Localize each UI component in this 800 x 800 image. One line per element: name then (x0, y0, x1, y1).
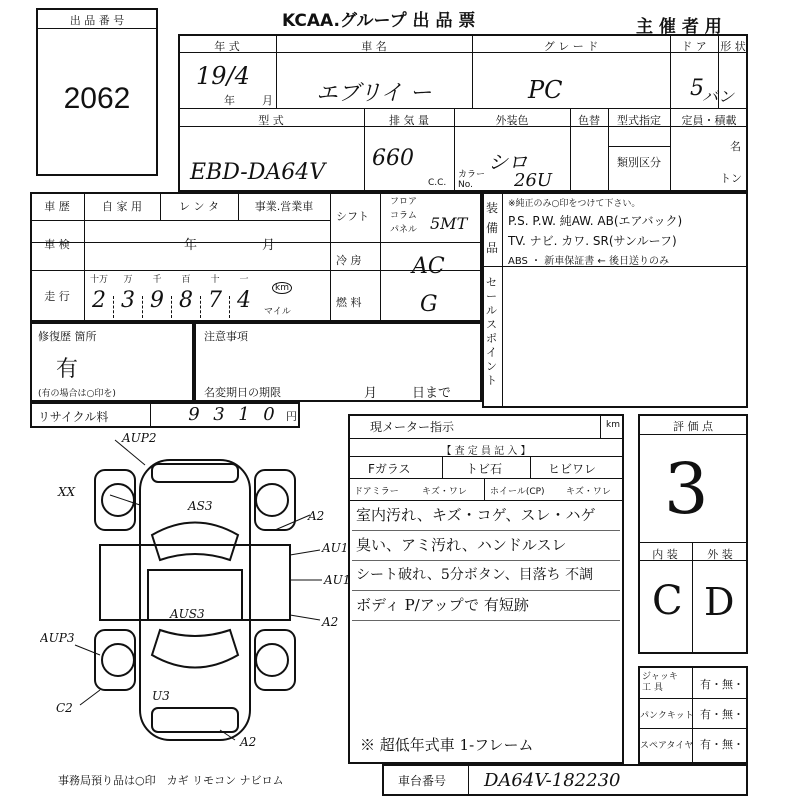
header-grade: グ レ ー ド (543, 40, 599, 53)
shift-option-floor: フロア (390, 197, 418, 207)
class-label: 類別区分 (617, 156, 661, 169)
lot-number-label: 出 品 番 号 (69, 14, 125, 27)
capacity-unit-person: 名 (730, 140, 741, 153)
mark-a2-upper: A2 (308, 509, 325, 523)
mileage-digit: 9 (150, 288, 164, 313)
recycle-digit: 9 (188, 404, 200, 425)
remark-1: 室内汚れ、キズ・コゲ、スレ・ハゲ (356, 506, 596, 524)
remark-4: ボディ P/アップで 有短跡 (356, 596, 529, 614)
equipment-line-3: ABS ・ 新車保証書 ← 後日送りのみ (508, 256, 669, 267)
door-mirror-label: ドアミラー (354, 487, 399, 497)
chassis-label: 車台番号 (398, 774, 447, 788)
car-name-value: エブリイ ー (316, 81, 432, 106)
equipment-line-1: P.S. P.W. 純AW. AB(エアバック) (508, 214, 683, 228)
equipment-line-2: TV. ナビ. カワ. SR(サンルーフ) (508, 234, 677, 248)
mark-aup3: AUP3 (40, 631, 75, 645)
inspector-label: 【 査 定 員 記 入 】 (441, 446, 531, 457)
recycle-label: リサイクル料 (38, 410, 109, 424)
form-title: KCAA.グループ 出 品 票 (282, 11, 476, 31)
mileage-digit-label: 十万 (89, 275, 108, 285)
recycle-digit: 1 (238, 404, 250, 425)
history-label: 車 歴 (44, 200, 70, 213)
digit-separator (113, 296, 114, 318)
inspection-month-unit: 月 (262, 238, 276, 253)
mileage-digit: 2 (92, 288, 106, 313)
doors-value: 5 (690, 76, 704, 101)
cc-unit: C.C. (428, 178, 447, 188)
mileage-digit-label: 百 (181, 275, 191, 285)
mark-aus3: AUS3 (170, 607, 205, 621)
inspection-year-unit: 年 (184, 238, 198, 253)
mile-label: マイル (264, 307, 291, 317)
mileage-digit: 7 (208, 288, 222, 313)
color-no-label: カラー No. (458, 170, 486, 190)
header-year: 年 式 (214, 40, 240, 53)
interior-value: C (652, 578, 683, 624)
shift-option-column: コラム (390, 211, 417, 221)
wheel-label: ホイール(CP) (490, 487, 545, 497)
mirror-kizu-label: キズ・ワレ (422, 487, 467, 497)
shape-value: バン (702, 87, 735, 106)
repair-value: 有 (56, 357, 79, 382)
meter-unit: km (606, 420, 620, 430)
jack-value: 有・無・ (700, 678, 744, 691)
f-glass-label: Fガラス (368, 462, 411, 476)
mark-a2-rear: A2 (240, 735, 257, 749)
mileage-digit: 3 (121, 288, 135, 313)
year-unit: 年 (224, 94, 235, 107)
meter-label: 現メーター指示 (370, 420, 455, 434)
digit-separator (200, 296, 201, 318)
mark-au1-lower: AU1 (324, 573, 351, 587)
type-spec-label: 型式指定 (617, 114, 661, 127)
sales-point-label: セールスポイント (486, 276, 497, 387)
inspection-label: 車 検 (44, 238, 70, 251)
digit-separator (142, 296, 143, 318)
shift-value: 5MT (430, 214, 468, 233)
spare-value: 有・無・ (700, 738, 744, 751)
repair-note: (有の場合は○印を) (38, 389, 116, 399)
exterior-value: D (704, 580, 735, 624)
chassis-value: DA64V-182230 (484, 770, 621, 791)
recycle-digit: 3 (213, 404, 225, 425)
color-no-value: 26U (514, 170, 553, 191)
mileage-digit-label: 一 (239, 275, 249, 285)
repair-label: 修復歴 箇所 (38, 330, 97, 343)
color-value: シロ (488, 150, 528, 174)
equipment-note: ※純正のみ○印をつけて下さい。 (508, 199, 641, 209)
remark-3: シート破れ、5分ボタン、目落ち 不調 (356, 567, 594, 583)
fuel-label: 燃 料 (336, 296, 362, 309)
tobi-ishi-label: トビ石 (466, 462, 503, 476)
mark-xx: XX (58, 485, 76, 499)
car-diagram (40, 430, 360, 770)
equipment-label: 装 備 品 (486, 201, 499, 255)
model-label: 型 式 (258, 114, 284, 127)
lot-number-box (36, 8, 158, 176)
mileage-digit-label: 十 (210, 275, 220, 285)
business-label: 事業.営業車 (254, 200, 314, 213)
spare-label: スペアタイヤ (640, 741, 694, 751)
displacement-value: 660 (372, 146, 414, 171)
puncture-label: パンクキット (640, 711, 694, 721)
exterior-label: 外 装 (707, 548, 733, 561)
name-change-day: 日まで (412, 386, 452, 401)
wheel-kizu-label: キズ・ワレ (566, 487, 611, 497)
mark-a2-mid: A2 (322, 615, 339, 629)
header-doors: ド ア (681, 40, 707, 53)
hibi-ware-label: ヒビワレ (548, 462, 597, 476)
recycle-digit: 0 (263, 404, 275, 425)
fuel-value: G (420, 292, 438, 317)
mileage-label: 走 行 (44, 290, 70, 303)
shift-label: シフト (336, 210, 369, 223)
digit-separator (229, 296, 230, 318)
remarks-footer: ※ 超低年式車 1-フレーム (360, 736, 534, 754)
shift-option-panel: パネル (390, 225, 418, 235)
mark-au1-upper: AU1 (322, 541, 349, 555)
puncture-value: 有・無・ (700, 708, 744, 721)
recycle-box (30, 402, 300, 428)
jack-label: ジャッキ 工 具 (642, 672, 678, 693)
name-change-label: 名変期日の期限 (204, 386, 281, 399)
digit-separator (171, 296, 172, 318)
repair-box (30, 322, 194, 402)
capacity-unit-ton: トン (720, 172, 742, 185)
header-car-name: 車 名 (361, 40, 387, 53)
notice-box (194, 322, 482, 402)
chassis-box (382, 764, 748, 796)
mark-aup2: AUP2 (122, 431, 157, 445)
office-items-label: 事務局預り品は○印 カギ リモコン ナビロム (58, 774, 284, 787)
recycle-unit: 円 (286, 410, 297, 423)
capacity-label: 定員・積載 (681, 114, 737, 127)
notice-label: 注意事項 (204, 330, 248, 343)
color-change-label: 色替 (578, 114, 600, 127)
mileage-digit-label: 千 (152, 275, 162, 285)
mark-u3: U3 (152, 689, 170, 703)
displacement-label: 排 気 量 (389, 114, 429, 127)
mileage-digit: 4 (237, 288, 251, 313)
private-use-label: 自 家 用 (102, 200, 142, 213)
year-value: 19/4 (196, 62, 250, 90)
model-value: EBD-DA64V (190, 160, 326, 185)
mileage-digit: 8 (179, 288, 193, 313)
month-unit: 月 (262, 94, 273, 107)
color-label: 外装色 (495, 114, 529, 127)
grade-score: 3 (664, 448, 709, 530)
grade-value: PC (528, 76, 563, 104)
sponsor-label: 主 催 者 用 (636, 17, 722, 37)
mileage-digit-label: 万 (123, 275, 133, 285)
name-change-month: 月 (364, 386, 378, 401)
interior-label: 内 装 (652, 548, 678, 561)
rental-label: レ ン タ (179, 200, 219, 213)
header-shape: 形 状 (720, 40, 746, 53)
grade-label: 評 価 点 (673, 420, 713, 433)
remark-2: 臭い、アミ汚れ、ハンドルスレ (356, 536, 567, 554)
ac-value: AC (412, 254, 445, 279)
lot-number: 2062 (63, 82, 131, 115)
ac-label: 冷 房 (336, 254, 362, 267)
mark-c2: C2 (56, 701, 73, 715)
mark-as3: AS3 (188, 499, 213, 513)
km-label: km (272, 282, 292, 294)
